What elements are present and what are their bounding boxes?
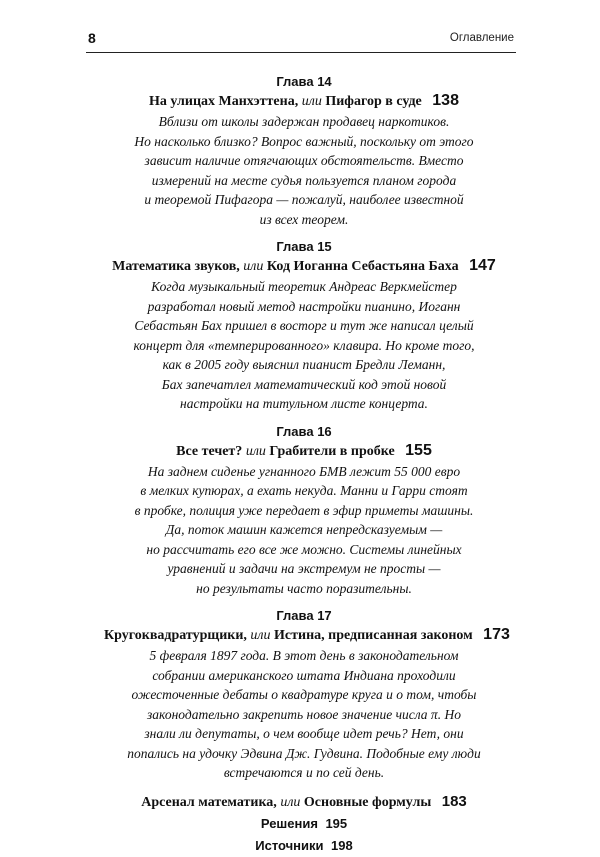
title-part-b: Пифагор в суде (325, 94, 422, 109)
chapter-page-number: 155 (405, 441, 432, 459)
description-line: Да, поток машин кажется непредсказуемым — (165, 522, 443, 537)
toc-entry-chapter-16 (104, 422, 504, 599)
description-line: из всех теорем. (259, 211, 349, 227)
description-line: концерт для «темперированного» клавира. Но кроме того, (133, 337, 475, 353)
description-line: как в 2005 году выяснил пианист Бредли Леманн, (162, 357, 446, 372)
chapter-description (104, 277, 504, 414)
description-line: попались на удочку Эдвина Дж. Гудвина. Подобные ему люди (127, 745, 481, 761)
title-connector: или (301, 94, 322, 109)
chapter-title (104, 441, 504, 462)
description-line: 5 февраля 1897 года. В этот день в законодательном (149, 648, 459, 663)
title-part-b: Грабители в пробке (269, 443, 395, 459)
description-line: настройки на титульном листе концерта. (180, 396, 428, 411)
description-line: измерений на месте судья пользуется планом города (151, 172, 457, 188)
toc-entry-chapter-14 (104, 72, 504, 229)
description-line: но рассчитать его все же можно. Системы линейных (146, 541, 462, 557)
toc-entry-solutions (104, 813, 504, 835)
toc-entry-arsenal (104, 791, 504, 813)
title-part-a: Все течет? (176, 443, 243, 459)
chapter-page-number: 138 (432, 92, 459, 109)
page-number: 8 (88, 30, 96, 46)
toc-entry-chapter-15 (104, 237, 504, 414)
title-part-b: Код Иоганна Себастьяна Баха (266, 259, 459, 274)
arsenal-page-number: 183 (441, 792, 467, 810)
table-of-contents (104, 72, 510, 857)
description-line: ожесточенные дебаты о квадратуре круга и о том, чтобы (131, 687, 477, 702)
description-line: Но насколько близко? Вопрос важный, поскольку от этого (134, 133, 474, 149)
title-part-a: Кругоквадратурщики, (104, 628, 247, 643)
description-line: Себастьян Бах пришел в восторг и тут же написал целый (134, 318, 474, 333)
description-line: Вблизи от школы задержан продавец наркотиков. (158, 114, 450, 129)
description-line: но результаты часто поразительны. (196, 580, 412, 596)
solutions-label: Решения (260, 815, 318, 831)
chapter-description (104, 112, 504, 229)
title-part-a: На улицах Манхэттена, (149, 94, 299, 109)
description-line: в мелких купюрах, а ехать некуда. Манни и Гарри стоят (140, 483, 468, 498)
title-connector: или (243, 259, 264, 274)
chapter-label: Глава 15 (276, 239, 332, 254)
chapter-description (104, 646, 504, 783)
title-part-b: Истина, предписанная законом (274, 628, 473, 643)
toc-entry-chapter-17 (104, 606, 510, 783)
page-header (86, 30, 516, 53)
toc-entry-sources (104, 835, 504, 857)
description-line: уравнений и задачи на экстремум не просты — (167, 561, 441, 576)
chapter-page-number: 147 (469, 257, 496, 274)
chapter-label: Глава 16 (276, 423, 332, 439)
title-connector: или (245, 443, 266, 459)
description-line: в пробке, полиция уже передает в эфир приметы машины. (134, 502, 474, 518)
title-connector: или (250, 628, 271, 643)
chapter-label: Глава 17 (276, 608, 332, 623)
description-line: законодательно закрепить новое значение числа π. Но (147, 706, 461, 722)
description-line: Когда музыкальный теоретик Андреас Веркмейстер (151, 279, 457, 294)
chapter-label: Глава 14 (276, 74, 332, 89)
description-line: разработал новый метод настройки пианино, Иоганн (147, 298, 461, 314)
description-line: знали ли депутаты, о чем вообще идет речь? Нет, они (144, 726, 464, 741)
title-part-a: Математика звуков, (112, 259, 240, 274)
chapter-page-number: 173 (483, 626, 510, 643)
description-line: Бах запечатлел математический код этой новой (161, 376, 447, 392)
description-line: собрании американского штата Индиана проходили (152, 667, 456, 683)
sources-page-number: 198 (331, 837, 353, 853)
chapter-title (104, 256, 504, 277)
description-line: На заднем сиденье угнанного БМВ лежит 55 000 евро (147, 463, 461, 479)
sources-label: Источники (255, 837, 324, 853)
description-line: встречаются и по сей день. (223, 765, 385, 780)
solutions-page-number: 195 (325, 815, 348, 831)
chapter-title (104, 625, 510, 646)
title-part-a: Арсенал математика, (141, 794, 277, 810)
chapter-description (104, 462, 504, 599)
description-line: и теоремой Пифагора — пожалуй, наиболее известной (144, 192, 464, 207)
title-connector: или (280, 794, 301, 810)
running-head: Оглавление (449, 32, 514, 44)
description-line: зависит наличие отягчающих обстоятельств. Вместо (144, 153, 464, 168)
chapter-title (104, 91, 504, 112)
title-part-b: Основные формулы (303, 794, 432, 810)
